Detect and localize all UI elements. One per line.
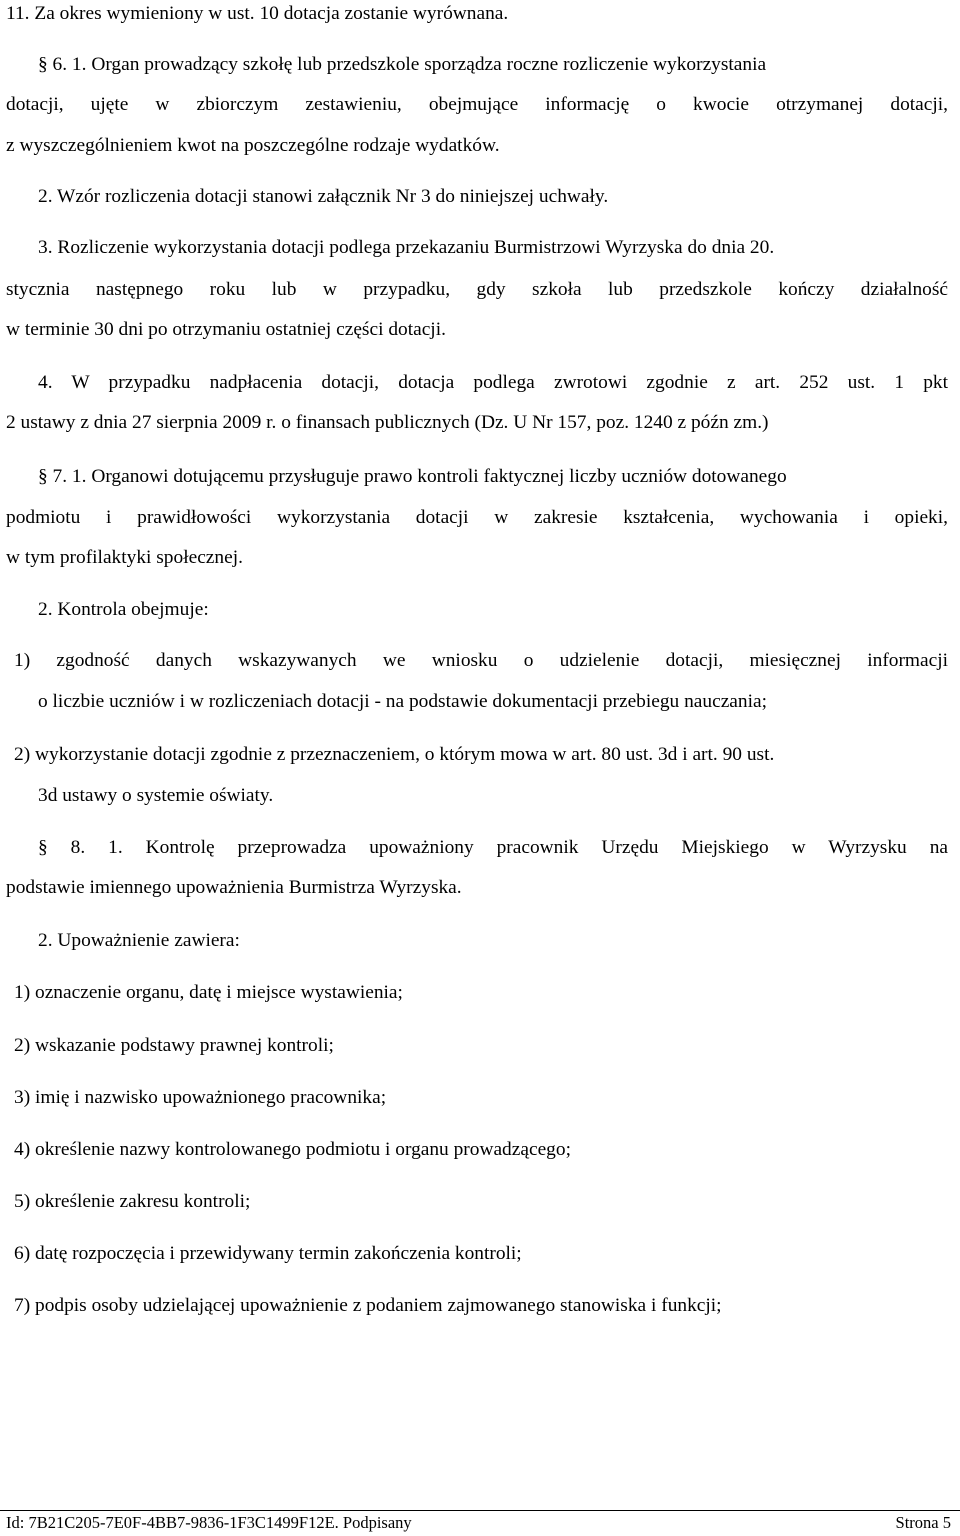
text-line: podmiotu i prawidłowości wykorzystania dotacji w zakresie kształcenia, wychowania i opieki, <box>6 507 948 528</box>
text-line: 2. Wzór rozliczenia dotacji stanowi załącznik Nr 3 do niniejszej uchwały. <box>38 186 609 207</box>
footer-document-id: Id: 7B21C205-7E0F-4BB7-9836-1F3C1499F12E. Podpisany <box>6 1513 412 1532</box>
list-item: 7) podpis osoby udzielającej upoważnienie z podaniem zajmowanego stanowiska i funkcji; <box>14 1295 722 1316</box>
list-item: 2) wskazanie podstawy prawnej kontroli; <box>14 1035 334 1056</box>
text-line: 3. Rozliczenie wykorzystania dotacji podlega przekazaniu Burmistrzowi Wyrzyska do dnia 20. <box>38 237 775 258</box>
paragraph-heading: § 7. 1. Organowi dotującemu przysługuje prawo kontroli faktycznej liczby uczniów dotowanego <box>38 466 787 487</box>
text-line: dotacji, ujęte w zbiorczym zestawieniu, obejmujące informację o kwocie otrzymanej dotacji, <box>6 94 948 115</box>
paragraph-heading: § 6. 1. Organ prowadzący szkołę lub przedszkole sporządza roczne rozliczenie wykorzystania <box>38 54 767 75</box>
text-line: 4. W przypadku nadpłacenia dotacji, dotacja podlega zwrotowi zgodnie z art. 252 ust. 1 pkt <box>38 372 948 393</box>
list-item-continuation: o liczbie uczniów i w rozliczeniach dotacji - na podstawie dokumentacji przebiegu nauczania; <box>38 691 767 712</box>
list-item: 5) określenie zakresu kontroli; <box>14 1191 251 1212</box>
text-line: w terminie 30 dni po otrzymaniu ostatniej części dotacji. <box>6 319 446 340</box>
list-item: 2) wykorzystanie dotacji zgodnie z przeznaczeniem, o którym mowa w art. 80 ust. 3d i art. 90 ust. <box>14 744 775 765</box>
list-item-continuation: 3d ustawy o systemie oświaty. <box>38 785 274 806</box>
text-line: 2 ustawy z dnia 27 sierpnia 2009 r. o finansach publicznych (Dz. U Nr 157, poz. 1240 z późn zm.) <box>6 412 769 433</box>
text-line: 2. Kontrola obejmuje: <box>38 599 209 620</box>
list-item: 1) zgodność danych wskazywanych we wniosku o udzielenie dotacji, miesięcznej informacji <box>14 650 948 671</box>
text-line: 11. Za okres wymieniony w ust. 10 dotacja zostanie wyrównana. <box>6 3 509 24</box>
text-line: 2. Upoważnienie zawiera: <box>38 930 240 951</box>
paragraph-heading: § 8. 1. Kontrolę przeprowadza upoważniony pracownik Urzędu Miejskiego w Wyrzysku na <box>38 837 948 858</box>
footer-divider <box>0 1510 960 1511</box>
list-item: 4) określenie nazwy kontrolowanego podmiotu i organu prowadzącego; <box>14 1139 571 1160</box>
text-line: w tym profilaktyki społecznej. <box>6 547 243 568</box>
list-item: 6) datę rozpoczęcia i przewidywany termin zakończenia kontroli; <box>14 1243 522 1264</box>
text-line: z wyszczególnieniem kwot na poszczególne rodzaje wydatków. <box>6 135 500 156</box>
list-item: 1) oznaczenie organu, datę i miejsce wystawienia; <box>14 982 403 1003</box>
text-line: stycznia następnego roku lub w przypadku, gdy szkoła lub przedszkole kończy działalność <box>6 279 948 300</box>
footer-page-number: Strona 5 <box>895 1513 951 1532</box>
list-item: 3) imię i nazwisko upoważnionego pracownika; <box>14 1087 387 1108</box>
text-line: podstawie imiennego upoważnienia Burmistrza Wyrzyska. <box>6 877 462 898</box>
